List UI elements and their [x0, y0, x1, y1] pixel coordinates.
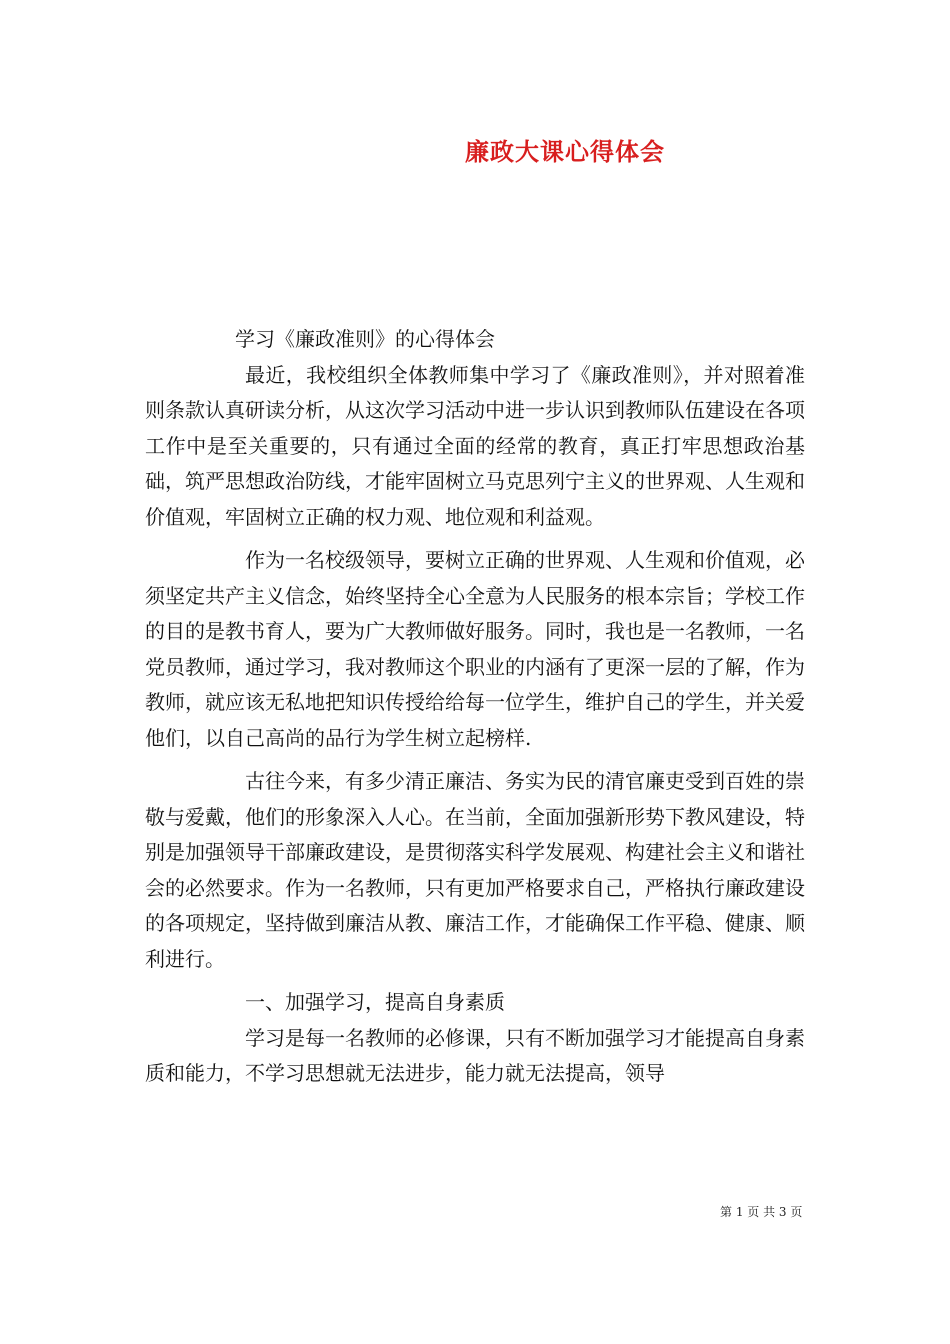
paragraph-1: 最近，我校组织全体教师集中学习了《廉政准则》，并对照着准则条款认真研读分析，从这次学习活动中进一步认识到教师队伍建设在各项工作中是至关重要的，只有通过全面的经常的教育，真正打牢思想政治基础，筑严思想政治防线，才能牢固树立马克思列宁主义的世界观、人生观和价值观，牢固树立正确的权力观、地位观和利益观。: [145, 362, 805, 529]
section-paragraph: 学习是每一名教师的必修课，只有不断加强学习才能提高自身素质和能力，不学习思想就无法进步，能力就无法提高，领导: [145, 1025, 805, 1085]
paragraph-3: 古往今来，有多少清正廉洁、务实为民的清官廉吏受到百姓的崇敬与爱戴，他们的形象深入人心。在当前，全面加强新形势下教风建设，特别是加强领导干部廉政建设，是贯彻落实科学发展观、构建社会主义和谐社会的必然要求。作为一名教师，只有更加严格要求自己，严格执行廉政建设的各项规定，坚持做到廉洁从教、廉洁工作，才能确保工作平稳、健康、顺利进行。: [145, 769, 805, 971]
document-body: [145, 322, 805, 1100]
document-title: 廉政大课心得体会: [465, 138, 665, 166]
section-heading: 一、加强学习，提高自身素质: [245, 990, 505, 1014]
page-number: 第 1 页 共 3 页: [720, 1205, 803, 1219]
document-subtitle: 学习《廉政准则》的心得体会: [235, 327, 495, 351]
paragraph-2: 作为一名校级领导，要树立正确的世界观、人生观和价值观，必须坚定共产主义信念，始终坚持全心全意为人民服务的根本宗旨；学校工作的目的是教书育人，要为广大教师做好服务。同时，我也是一名教师，一名党员教师，通过学习，我对教师这个职业的内涵有了更深一层的了解，作为教师，就应该无私地把知识传授给给每一位学生，维护自己的学生，并关爱他们，以自己高尚的品行为学生树立起榜样.: [145, 548, 805, 750]
